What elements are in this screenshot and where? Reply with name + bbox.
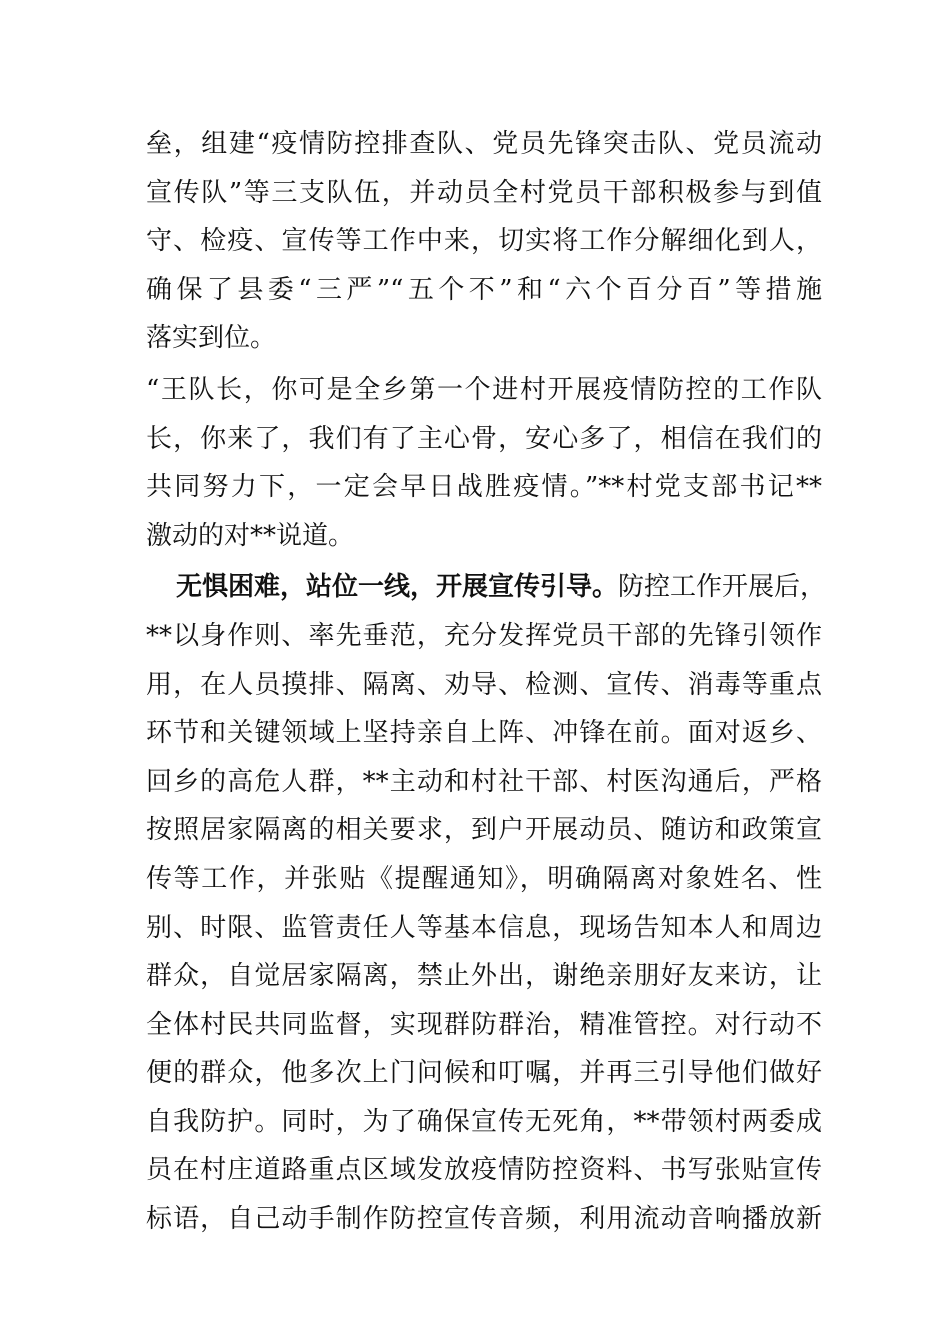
paragraph-1-line-3: 守、检疫、宣传等工作中来，切实将工作分解细化到人， bbox=[146, 226, 822, 257]
paragraph-2-line-3: 共同努力下，一定会早日战胜疫情。”**村党支部书记** bbox=[146, 472, 822, 503]
paragraph-3-line-5: 回乡的高危人群，**主动和村社干部、村医沟通后，严格 bbox=[146, 766, 822, 797]
paragraph-1-line-5: 落实到位。 bbox=[146, 323, 277, 354]
paragraph-2-line-4: 激动的对**说道。 bbox=[146, 520, 355, 551]
paragraph-3-line-9: 群众，自觉居家隔离，禁止外出，谢绝亲朋好友来访，让 bbox=[146, 961, 822, 992]
paragraph-3-line-13: 员在村庄道路重点区域发放疫情防控资料、书写张贴宣传 bbox=[146, 1155, 822, 1186]
paragraph-3-line-3: 用，在人员摸排、隔离、劝导、检测、宣传、消毒等重点 bbox=[146, 669, 822, 700]
paragraph-3-line-11: 便的群众，他多次上门问候和叮嘱，并再三引导他们做好 bbox=[146, 1058, 822, 1089]
paragraph-3-line-1 bbox=[146, 563, 827, 612]
paragraph-3-line-10: 全体村民共同监督，实现群防群治，精准管控。对行动不 bbox=[146, 1009, 822, 1040]
paragraph-3-line-12: 自我防护。同时，为了确保宣传无死角，**带领村两委成 bbox=[146, 1106, 822, 1137]
paragraph-3-line-7: 传等工作，并张贴《提醒通知》，明确隔离对象姓名、性 bbox=[146, 863, 822, 894]
body-text bbox=[146, 120, 827, 1244]
paragraph-1-line-2: 宣传队”等三支队伍，并动员全村党员干部积极参与到值 bbox=[146, 177, 822, 208]
paragraph-3-line-4: 环节和关键领域上坚持亲自上阵、冲锋在前。面对返乡、 bbox=[146, 718, 822, 749]
paragraph-2-line-1: “王队长，你可是全乡第一个进村开展疫情防控的工作队 bbox=[146, 374, 822, 405]
paragraph-3-line-1-rest: 防控工作开展后， bbox=[618, 572, 827, 603]
paragraph-3-line-14: 标语，自己动手制作防控宣传音频，利用流动音响播放新 bbox=[146, 1204, 822, 1235]
paragraph-1-line-4: 确保了县委“三严”“五个不”和“六个百分百”等措施 bbox=[146, 274, 822, 305]
paragraph-2-line-2: 长，你来了，我们有了主心骨，安心多了，相信在我们的 bbox=[146, 423, 822, 454]
paragraph-3-line-6: 按照居家隔离的相关要求，到户开展动员、随访和政策宣 bbox=[146, 815, 822, 846]
paragraph-1-line-1: 垒，组建“疫情防控排查队、党员先锋突击队、党员流动 bbox=[146, 129, 822, 159]
section-heading: 无惧困难，站位一线，开展宣传引导。 bbox=[176, 572, 619, 603]
paragraph-3-line-2: **以身作则、率先垂范，充分发挥党员干部的先锋引领作 bbox=[146, 620, 822, 651]
paragraph-3-line-8: 别、时限、监管责任人等基本信息，现场告知本人和周边 bbox=[146, 912, 822, 943]
